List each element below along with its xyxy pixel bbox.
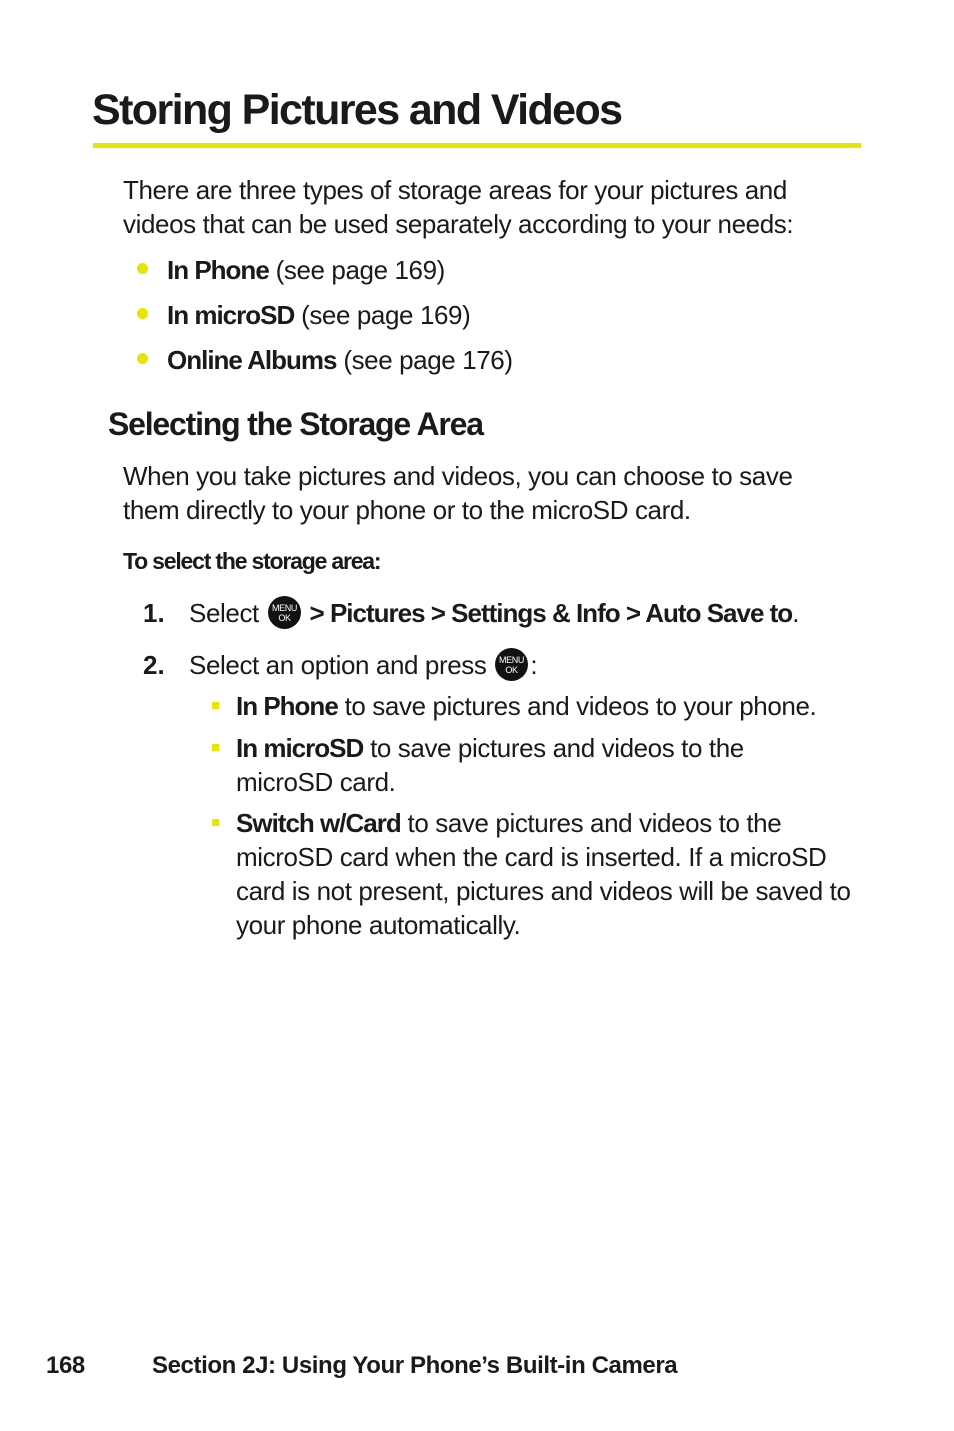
menu-label: MENU bbox=[499, 654, 525, 665]
title-rule bbox=[93, 143, 861, 148]
section-body: When you take pictures and videos, you can choose to save them directly to your phone or to the microSD card. bbox=[123, 461, 793, 525]
step-text: Select bbox=[189, 598, 259, 628]
ok-label: OK bbox=[278, 612, 291, 623]
step-end: : bbox=[530, 650, 538, 680]
option-desc: to save pictures and videos to the microSD card when the card is inserted. If a microSD card is not present, pictures and videos will be saved to your phone automatically. bbox=[236, 808, 851, 940]
page-number: 168 bbox=[46, 1352, 85, 1379]
ok-label: OK bbox=[505, 664, 518, 675]
menu-path: > Pictures > Settings & Info > Auto Save to bbox=[309, 598, 793, 628]
option-name: Switch w/Card bbox=[236, 808, 401, 838]
page-reference: (see page 169) bbox=[268, 255, 445, 285]
section-heading: Selecting the Storage Area bbox=[108, 406, 483, 442]
footer-section-title: Section 2J: Using Your Phone’s Built-in Camera bbox=[152, 1352, 678, 1379]
bullet-square-icon bbox=[212, 702, 219, 709]
page-reference: (see page 176) bbox=[336, 345, 513, 375]
step-1 bbox=[189, 596, 799, 632]
option-item bbox=[236, 731, 836, 799]
step-number: 1. bbox=[143, 598, 165, 628]
list-item bbox=[167, 253, 445, 287]
intro-paragraph: There are three types of storage areas for your pictures and videos that can be used separately according to your needs: bbox=[123, 175, 794, 239]
step-text: Select an option and press bbox=[189, 650, 487, 680]
step-2 bbox=[189, 648, 537, 684]
list-item bbox=[167, 298, 470, 332]
bullet-square-icon bbox=[212, 744, 219, 751]
storage-type-name: Online Albums bbox=[167, 345, 337, 375]
step-end: . bbox=[792, 598, 800, 628]
bullet-square-icon bbox=[212, 819, 219, 826]
option-name: In Phone bbox=[236, 691, 338, 721]
bullet-dot-icon bbox=[137, 353, 148, 364]
option-item bbox=[236, 806, 866, 942]
option-item bbox=[236, 689, 856, 723]
bullet-dot-icon bbox=[137, 308, 148, 319]
menu-ok-key-icon bbox=[495, 648, 528, 681]
storage-type-name: In microSD bbox=[167, 300, 295, 330]
menu-ok-key-icon bbox=[268, 596, 301, 629]
storage-type-name: In Phone bbox=[167, 255, 269, 285]
step-number: 2. bbox=[143, 650, 165, 680]
list-item bbox=[167, 343, 513, 377]
bullet-dot-icon bbox=[137, 263, 148, 274]
page-reference: (see page 169) bbox=[294, 300, 471, 330]
option-desc: to save pictures and videos to the microSD card. bbox=[236, 733, 744, 797]
option-name: In microSD bbox=[236, 733, 364, 763]
option-desc: to save pictures and videos to your phone. bbox=[337, 691, 817, 721]
procedure-subhead: To select the storage area: bbox=[123, 548, 381, 574]
menu-label: MENU bbox=[271, 602, 297, 613]
page-title: Storing Pictures and Videos bbox=[92, 86, 622, 134]
